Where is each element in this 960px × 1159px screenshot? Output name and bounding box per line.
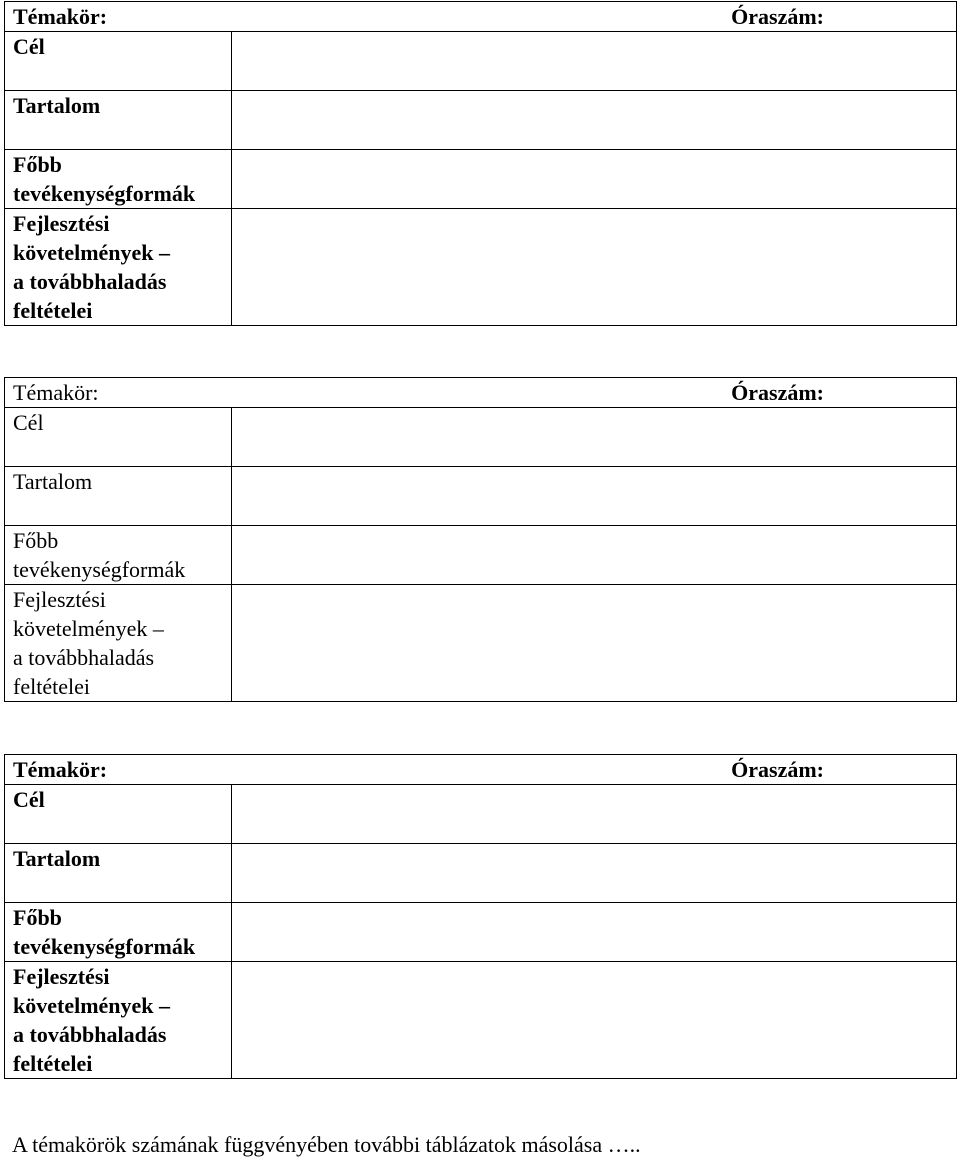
activities-label: Főbb tevékenységformák bbox=[5, 526, 232, 585]
goal-label: Cél bbox=[5, 785, 232, 844]
content-cell[interactable] bbox=[232, 467, 957, 526]
goal-label: Cél bbox=[5, 408, 232, 467]
hours-label: Óraszám: bbox=[731, 757, 824, 782]
topic-label: Témakör: bbox=[13, 4, 108, 29]
hours-label: Óraszám: bbox=[731, 380, 824, 405]
topic-label: Témakör: bbox=[13, 757, 108, 782]
topic-table-1 bbox=[4, 1, 957, 326]
requirements-cell[interactable] bbox=[232, 209, 957, 326]
content-cell[interactable] bbox=[232, 844, 957, 903]
activities-label: Főbb tevékenységformák bbox=[5, 150, 232, 209]
topic-table-3 bbox=[4, 754, 957, 1079]
topic-header-row bbox=[5, 755, 957, 785]
goal-cell[interactable] bbox=[232, 785, 957, 844]
content-label: Tartalom bbox=[5, 844, 232, 903]
content-label: Tartalom bbox=[5, 91, 232, 150]
requirements-label: Fejlesztési követelmények – a továbbhaladás feltételei bbox=[5, 585, 232, 702]
activities-cell[interactable] bbox=[232, 526, 957, 585]
goal-cell[interactable] bbox=[232, 408, 957, 467]
topic-label: Témakör: bbox=[13, 380, 99, 405]
requirements-label: Fejlesztési követelmények – a továbbhaladás feltételei bbox=[5, 209, 232, 326]
goal-label: Cél bbox=[5, 32, 232, 91]
footer-note: A témakörök számának függvényében további táblázatok másolása ….. bbox=[12, 1132, 641, 1157]
activities-label: Főbb tevékenységformák bbox=[5, 903, 232, 962]
goal-cell[interactable] bbox=[232, 32, 957, 91]
topic-table-2 bbox=[4, 377, 957, 702]
activities-cell[interactable] bbox=[232, 150, 957, 209]
content-label: Tartalom bbox=[5, 467, 232, 526]
topic-header-row bbox=[5, 378, 957, 408]
content-cell[interactable] bbox=[232, 91, 957, 150]
requirements-cell[interactable] bbox=[232, 962, 957, 1079]
topic-header-row bbox=[5, 2, 957, 32]
activities-cell[interactable] bbox=[232, 903, 957, 962]
hours-label: Óraszám: bbox=[731, 4, 824, 29]
requirements-cell[interactable] bbox=[232, 585, 957, 702]
requirements-label: Fejlesztési követelmények – a továbbhaladás feltételei bbox=[5, 962, 232, 1079]
